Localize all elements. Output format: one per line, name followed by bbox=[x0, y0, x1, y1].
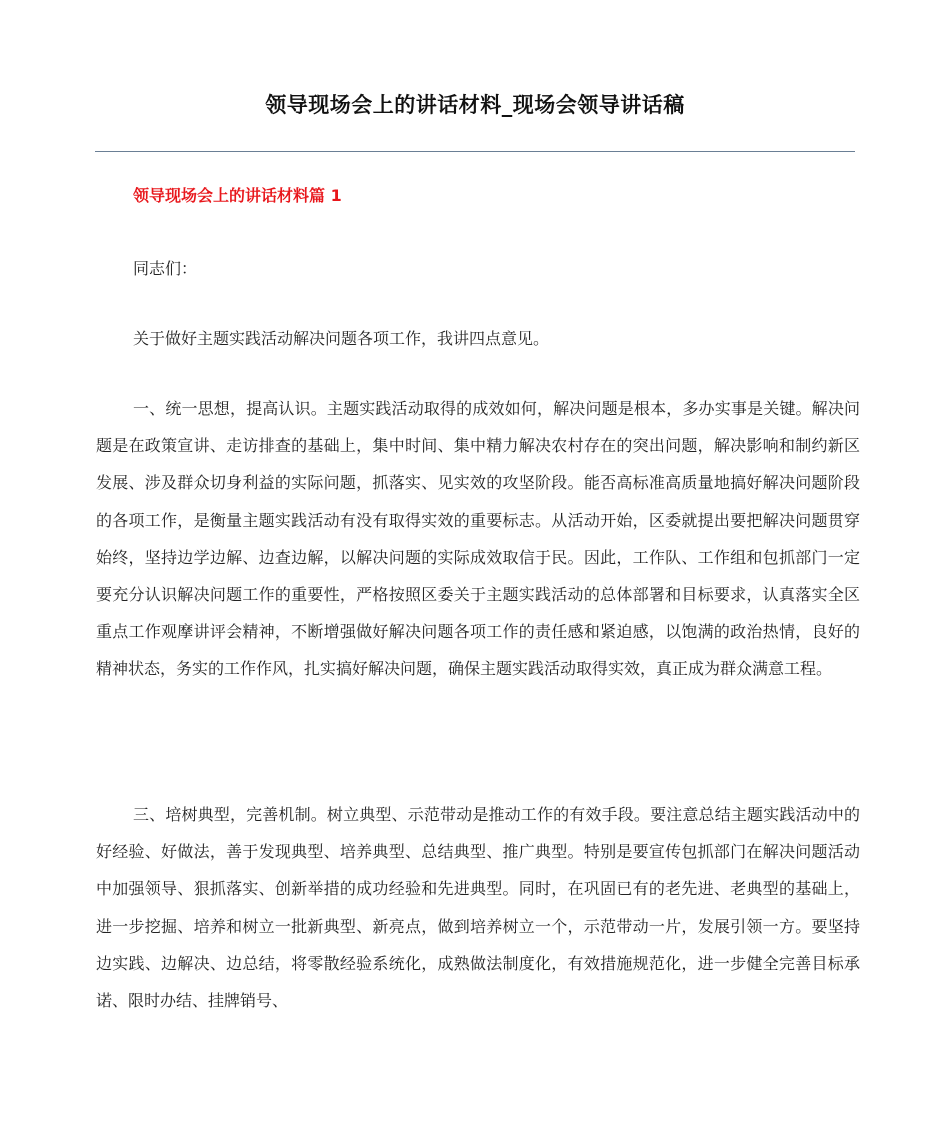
section-heading: 领导现场会上的讲话材料篇 1 bbox=[133, 186, 342, 205]
document-title: 领导现场会上的讲话材料_现场会领导讲话稿 bbox=[265, 93, 685, 117]
paragraph-point-one: 一、统一思想，提高认识。主题实践活动取得的成效如何，解决问题是根本，多办实事是关键。解决问题是在政策宣讲、走访排查的基础上，集中时间、集中精力解决农村存在的突出问题，解决影响和制约新区发展、涉及群众切身利益的实际问题，抓落实、见实效的攻坚阶段。能否高标准高质量地搞好解决问题阶段的各项工作，是衡量主题实践活动有没有取得实效的重要标志。从活动开始，区委就提出要把解决问题贯穿始终，坚持边学边解、边查边解，以解决问题的实际成效取信于民。因此，工作队、工作组和包抓部门一定要充分认识解决问题工作的重要性，严格按照区委关于主题实践活动的总体部署和目标要求，认真落实全区重点工作观摩讲评会精神，不断增强做好解决问题各项工作的责任感和紧迫感，以饱满的政治热情，良好的精神状态，务实的工作作风，扎实搞好解决问题，确保主题实践活动取得实效，真正成为群众满意工程。 bbox=[96, 399, 860, 679]
title-divider bbox=[95, 151, 855, 152]
paragraph-intro: 关于做好主题实践活动解决问题各项工作，我讲四点意见。 bbox=[133, 329, 550, 348]
paragraph-point-three: 三、培树典型，完善机制。树立典型、示范带动是推动工作的有效手段。要注意总结主题实践活动中的好经验、好做法，善于发现典型、培养典型、总结典型、推广典型。特别是要宣传包抓部门在解决问题活动中加强领导、狠抓落实、创新举措的成功经验和先进典型。同时，在巩固已有的老先进、老典型的基础上，进一步挖掘、培养和树立一批新典型、新亮点，做到培养树立一个，示范带动一片，发展引领一方。要坚持边实践、边解决、边总结，将零散经验系统化，成熟做法制度化，有效措施规范化，进一步健全完善目标承诺、限时办结、挂牌销号、 bbox=[96, 805, 860, 1011]
paragraph-greeting: 同志们： bbox=[133, 259, 198, 278]
